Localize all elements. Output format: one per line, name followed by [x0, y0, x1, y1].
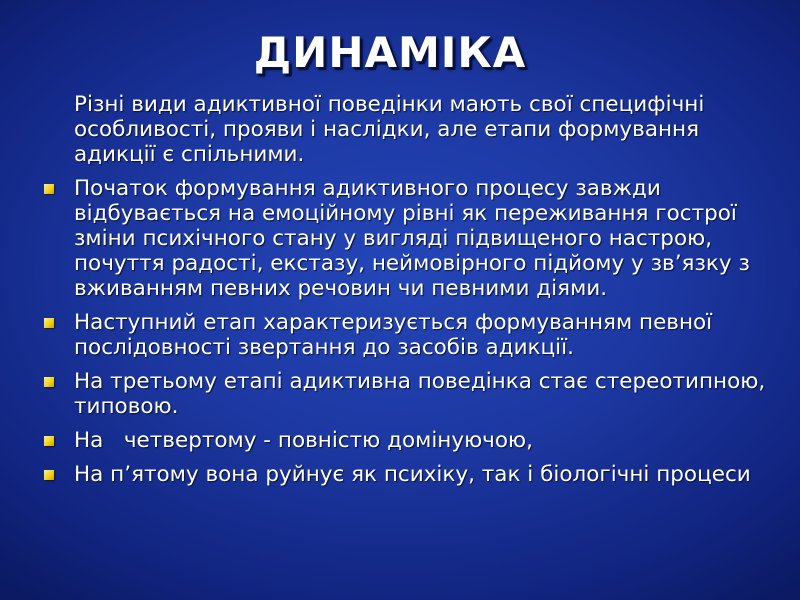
bullet-item	[40, 369, 775, 419]
slide-title: ДИНАМІКА	[253, 28, 527, 77]
square-bullet-icon	[44, 184, 54, 194]
bullet-item	[40, 176, 775, 301]
square-bullet-icon	[44, 470, 54, 480]
square-bullet-icon	[44, 318, 54, 328]
bullet-item	[40, 462, 775, 487]
intro-paragraph: Різні види адиктивної поведінки мають свої специфічні особливості, прояви і наслідки, але етапи формування адикції є спільними.	[74, 92, 705, 167]
slide-body	[40, 92, 775, 496]
bullet-text: На п’ятому вона руйнує як психіку, так і біологічні процеси	[74, 462, 751, 487]
bullet-text: Початок формування адиктивного процесу завжди відбувається на емоційному рівні як переживання гострої зміни психічного стану у вигляді підвищеного настрою, почуття радості, екстазу, неймовірного підйому у зв’язку з вживанням певних речовин чи певними діями.	[74, 176, 750, 301]
bullet-item	[40, 428, 775, 453]
bullet-text: Наступний етап характеризується формуванням певної послідовності звертання до засобів адикції.	[74, 310, 713, 360]
square-bullet-icon	[44, 436, 54, 446]
bullet-item	[40, 310, 775, 360]
square-bullet-icon	[44, 377, 54, 387]
bullet-text: На третьому етапі адиктивна поведінка стає стереотипною, типовою.	[74, 369, 766, 419]
bullet-text: На четвертому - повністю домінуючою,	[74, 428, 533, 453]
